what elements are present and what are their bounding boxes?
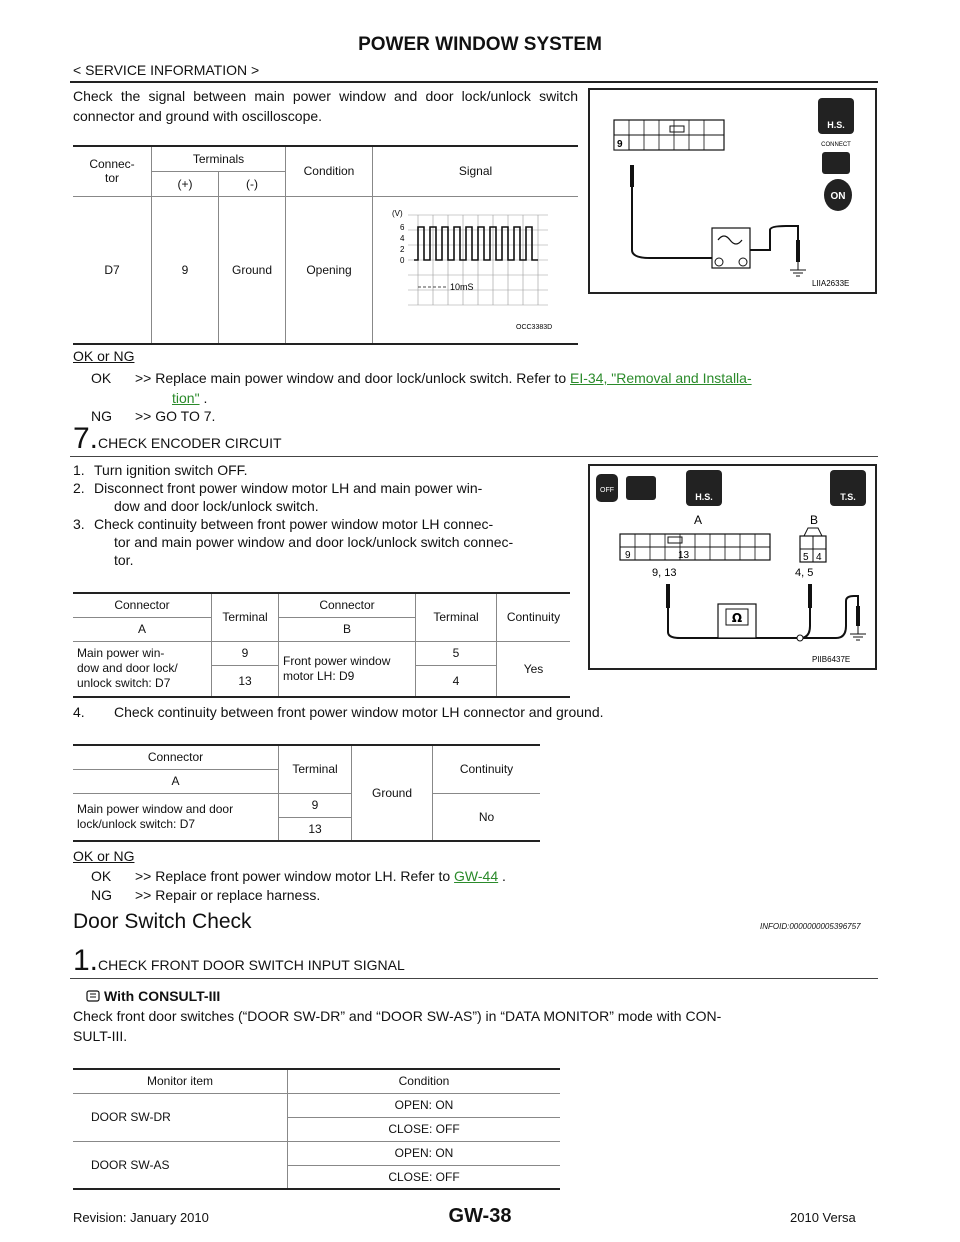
step7-item2-num: 2. — [73, 480, 85, 496]
step7-item3-text3: tor. — [114, 552, 134, 568]
okng2-ok-text: >> Replace front power window motor LH. Refer to — [135, 868, 451, 884]
fig2-a-pin9: 9 — [625, 550, 631, 561]
okng2-ref-link[interactable]: GW-44 — [454, 868, 499, 884]
gt-term-9: 9 — [279, 793, 352, 817]
fig2-label-b: B — [810, 513, 819, 527]
cell-signal — [373, 196, 579, 344]
ct-h-b: B — [279, 617, 416, 641]
scope-y-0: 0 — [400, 255, 405, 265]
signal-table — [73, 145, 578, 345]
step1-text1: Check front door switches (“DOOR SW-DR” and “DOOR SW-AS”) in “DATA MONITOR” mode with CON- — [73, 1008, 722, 1024]
door-switch-infoid: INFOID:0000000005396757 — [760, 922, 861, 931]
footer-model: 2010 Versa — [790, 1210, 856, 1225]
gt-h-terminal: Terminal — [279, 745, 352, 793]
step1-number: 1. — [73, 944, 99, 977]
okng2-ok-label: OK — [91, 868, 112, 884]
ct-term-13: 13 — [212, 665, 279, 697]
mt-row2-item: DOOR SW-AS — [73, 1141, 288, 1189]
page-title: POWER WINDOW SYSTEM — [358, 34, 602, 55]
ground-table — [73, 744, 540, 842]
ct-h-terminal: Terminal — [212, 593, 279, 641]
th-terminals: Terminals — [152, 146, 286, 171]
mt-row1-item: DOOR SW-DR — [73, 1093, 288, 1141]
cell-plus: 9 — [152, 196, 219, 344]
th-minus: (-) — [219, 171, 286, 196]
fig2-tag-ts: T.S. — [840, 492, 856, 502]
scope-y-2: 2 — [400, 244, 405, 254]
fig1-tag-connect: CONNECT — [821, 142, 851, 148]
header-rule — [70, 81, 878, 83]
step7-item4-text: Check continuity between front power window motor LH connector and ground. — [114, 704, 604, 720]
ct-connector-b: Front power window motor LH: D9 — [279, 641, 416, 697]
okng2-ok-end: . — [502, 868, 506, 884]
gt-result: No — [433, 793, 541, 841]
mt-row1-c1: OPEN: ON — [288, 1093, 561, 1117]
step1-title: CHECK FRONT DOOR SWITCH INPUT SIGNAL — [98, 957, 405, 973]
ct-term-9: 9 — [212, 641, 279, 665]
okng1-ok-end: . — [203, 390, 208, 406]
fig2-b-pin5: 5 — [803, 552, 809, 563]
step7-item3-text2: tor and main power window and door lock/unlock switch connec- — [114, 534, 514, 550]
step7-item1-num: 1. — [73, 462, 85, 478]
figure-encoder-drawing — [590, 466, 875, 668]
footer-page-number: GW-38 — [448, 1205, 512, 1227]
fig2-a-pin13: 13 — [678, 550, 690, 561]
fig2-tag-off: OFF — [600, 487, 614, 494]
th-plus: (+) — [152, 171, 219, 196]
okng2-ng-label: NG — [91, 887, 112, 903]
ct-h-connector2: Connector — [279, 593, 416, 617]
step1-rule — [70, 978, 878, 979]
ct-term-4: 4 — [416, 665, 497, 697]
okng2-ng-text: >> Repair or replace harness. — [135, 887, 321, 903]
okng1-ok-line2 — [172, 388, 207, 408]
cell-condition: Opening — [286, 196, 373, 344]
gt-h-continuity: Continuity — [433, 745, 541, 793]
okng1-ref-link[interactable]: EI-34, "Removal and Installa- — [570, 370, 752, 386]
gt-h-ground: Ground — [352, 745, 433, 841]
monitor-table — [73, 1068, 560, 1190]
ct-h-connector: Connector — [73, 593, 212, 617]
step7-rule — [70, 456, 878, 457]
step1-with: With CONSULT-III — [104, 988, 221, 1004]
gt-h-connector: Connector — [73, 745, 279, 769]
section-label: < SERVICE INFORMATION > — [73, 62, 260, 78]
mt-h-item: Monitor item — [73, 1069, 288, 1093]
okng1-ok-label: OK — [91, 370, 112, 386]
figure-encoder-circuit — [588, 464, 877, 670]
scope-time: 10mS — [450, 281, 474, 292]
footer-revision: Revision: January 2010 — [73, 1210, 209, 1225]
okng2-title: OK or NG — [73, 848, 135, 864]
step7-item2-text2: dow and door lock/unlock switch. — [114, 498, 319, 514]
fig2-ohm: Ω — [731, 611, 743, 625]
fig2-code: PIIB6437E — [812, 655, 851, 664]
okng1-ng-text: >> GO TO 7. — [135, 408, 216, 424]
step7-heading — [73, 424, 282, 454]
fig2-tag-hs: H.S. — [695, 492, 713, 502]
figure-connector-scope — [588, 88, 877, 294]
okng1-title: OK or NG — [73, 348, 135, 364]
fig1-code: LIIA2633E — [812, 279, 850, 288]
fig2-a-label: 9, 13 — [652, 567, 677, 579]
ct-connector-a: Main power win- dow and door lock/ unlock switch: D7 — [73, 641, 212, 697]
continuity-table — [73, 592, 570, 698]
intro-text: Check the signal between main power window and door lock/unlock switch connector and ground with oscilloscope. — [73, 88, 578, 124]
scope-y-4: 4 — [400, 233, 405, 243]
fig1-tag-on: ON — [830, 191, 846, 202]
fig2-b-pin4: 4 — [816, 552, 822, 563]
gt-connector-a: Main power window and door lock/unlock switch: D7 — [73, 793, 279, 841]
figure-connector-scope-drawing — [590, 90, 875, 292]
okng1-ok-text: >> Replace main power window and door lock/unlock switch. Refer to — [135, 370, 567, 386]
fig1-pin: 9 — [617, 139, 623, 150]
step7-number: 7. — [73, 422, 99, 455]
ct-term-5: 5 — [416, 641, 497, 665]
th-signal: Signal — [373, 146, 579, 196]
ct-h-continuity: Continuity — [497, 593, 571, 641]
gt-term-13: 13 — [279, 817, 352, 841]
okng2-ok-line — [135, 866, 506, 886]
scope-code: OCC3383D — [516, 323, 553, 331]
scope-unit: (V) — [392, 208, 403, 218]
step7-item3-text: Check continuity between front power window motor LH connec- — [94, 516, 494, 532]
mt-row1-c2: CLOSE: OFF — [288, 1117, 561, 1141]
ct-h-a: A — [73, 617, 212, 641]
step1-heading — [73, 946, 405, 976]
ct-result: Yes — [497, 641, 571, 697]
door-switch-title: Door Switch Check — [73, 910, 252, 933]
step7-item4-num: 4. — [73, 704, 85, 720]
cell-minus: Ground — [219, 196, 286, 344]
mt-h-cond: Condition — [288, 1069, 561, 1093]
th-condition: Condition — [286, 146, 373, 196]
fig2-b-label: 4, 5 — [795, 567, 814, 579]
cell-connector: D7 — [73, 196, 152, 344]
step7-item3-num: 3. — [73, 516, 85, 532]
step1-text2: SULT-III. — [73, 1028, 128, 1044]
okng1-ng-label: NG — [91, 408, 112, 424]
th-connector: Connec- tor — [73, 146, 152, 196]
mt-row2-c1: OPEN: ON — [288, 1141, 561, 1165]
step7-item1-text: Turn ignition switch OFF. — [94, 462, 248, 478]
step7-title: CHECK ENCODER CIRCUIT — [98, 435, 282, 451]
okng1-ok-line — [135, 368, 880, 388]
ct-h-terminal2: Terminal — [416, 593, 497, 641]
gt-h-a: A — [73, 769, 279, 793]
oscilloscope-waveform — [388, 205, 563, 335]
mt-row2-c2: CLOSE: OFF — [288, 1165, 561, 1189]
scope-y-6: 6 — [400, 222, 405, 232]
fig2-label-a: A — [694, 513, 703, 527]
fig1-tag-hs: H.S. — [827, 120, 845, 130]
step7-item2-text: Disconnect front power window motor LH and main power win- — [94, 480, 483, 496]
okng1-ref-link-cont[interactable]: tion" — [172, 390, 200, 406]
